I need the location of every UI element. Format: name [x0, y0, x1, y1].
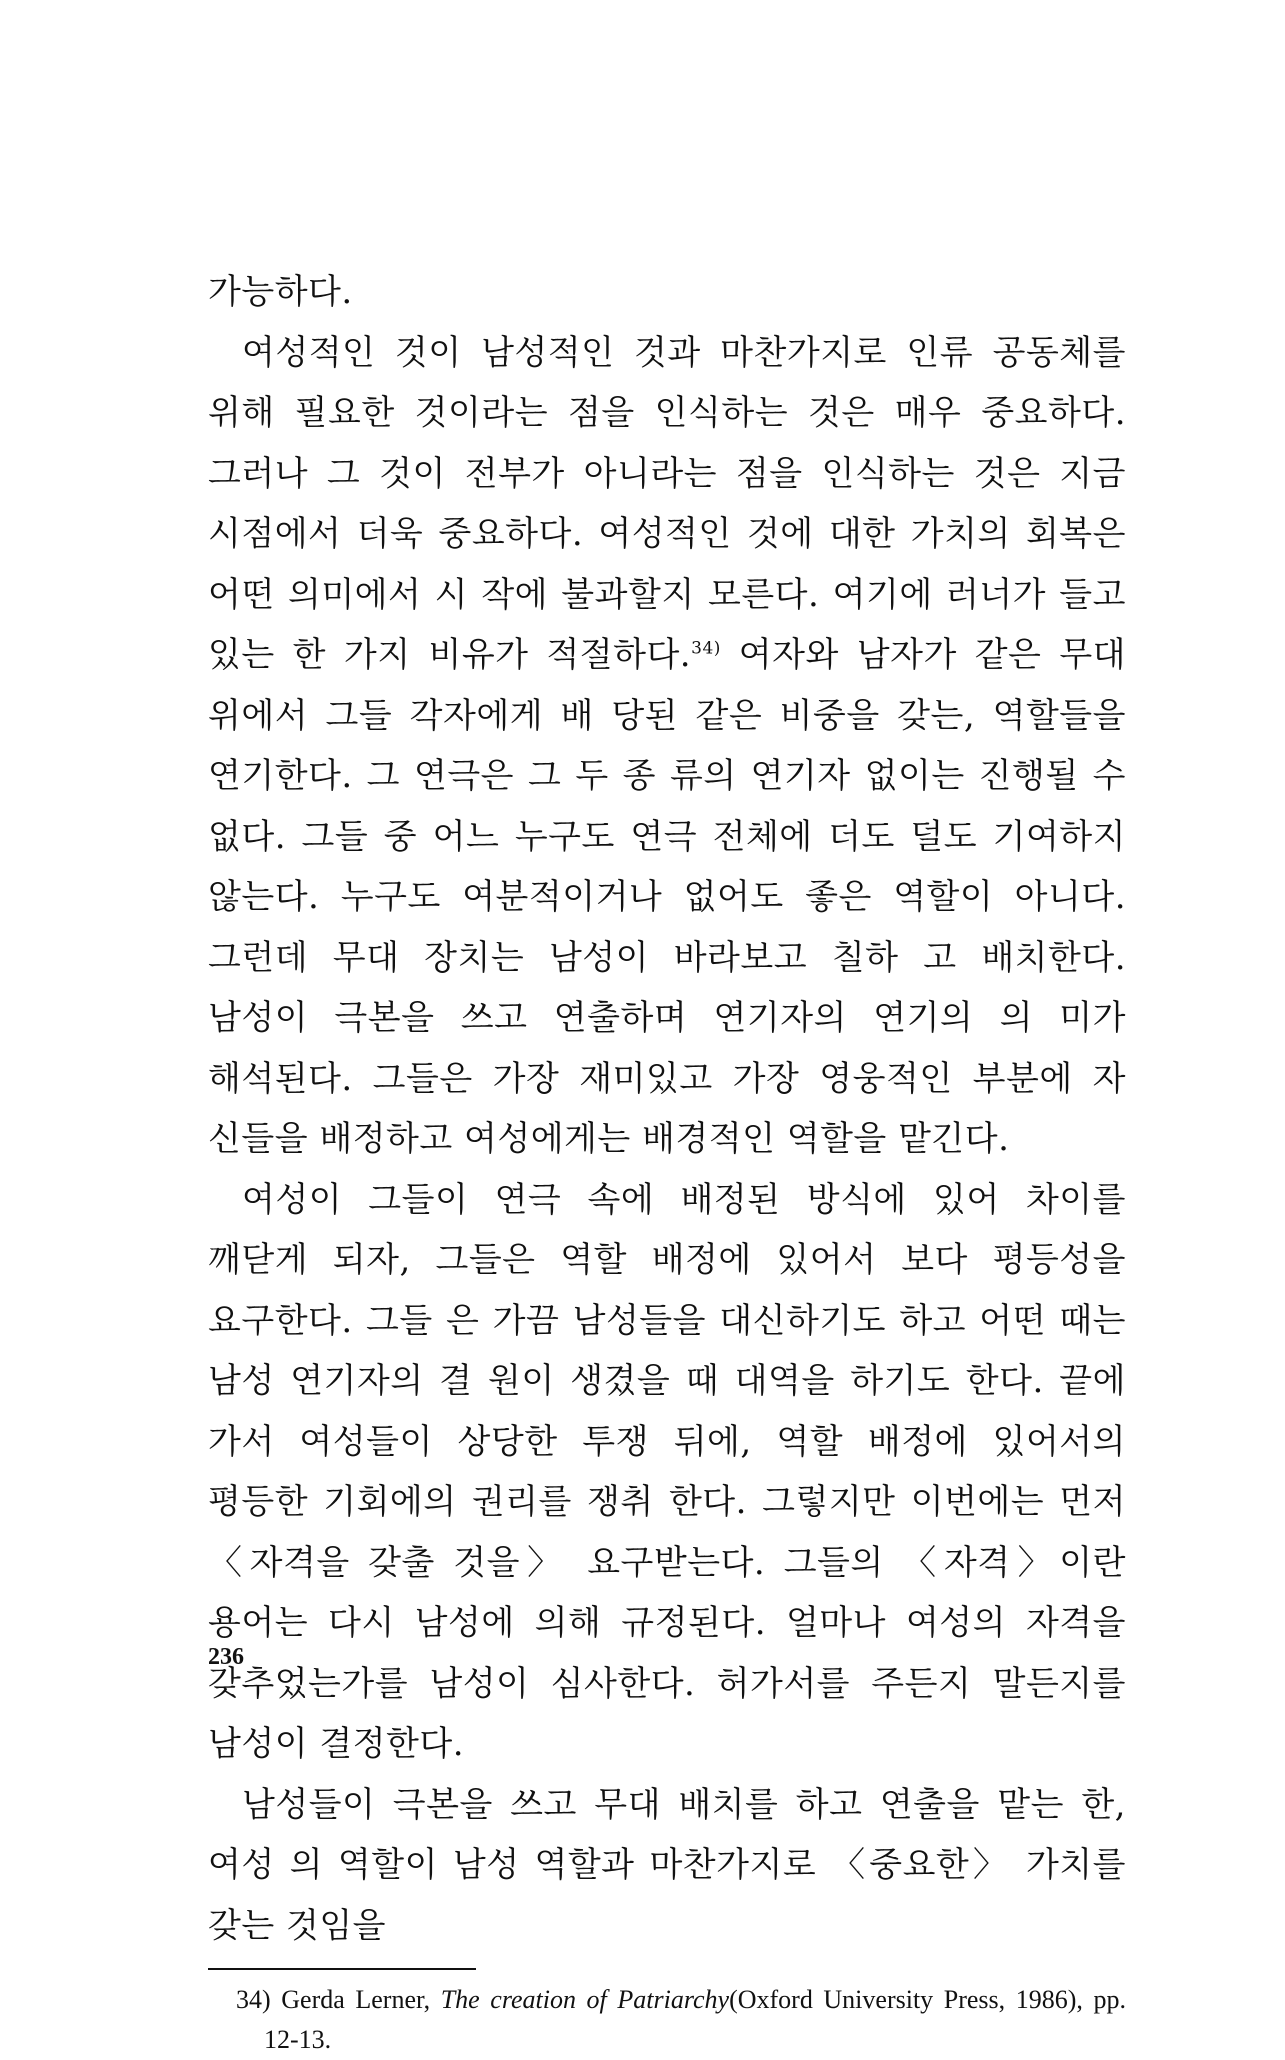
paragraph-1: 가능하다. [208, 272, 353, 312]
page-number: 236 [208, 1644, 244, 1670]
footnote-34 [236, 1980, 1126, 2060]
page-content [208, 262, 1126, 2060]
footnote-publisher: (Oxford University Press, 1986), pp. 12-13. [264, 1985, 1126, 2054]
paragraph-3: 여성이 그들이 연극 속에 배정된 방식에 있어 차이를 깨닫게 되자, 그들은 역할 배정에 있어서 보다 평등성을 요구한다. 그들 은 가끔 남성들을 대신하기도 하고 어떤 때는 남성 연기자의 결 원이 생겼을 때 대역을 하기도 한다. 끝에 가서 여성들이 상당한 투쟁 뒤에, 역할 배정에 있어서의 평등한 기회에의 권리를 쟁취 한다. 그렇지만 이번에는 먼저 〈자격을 갖출 것을〉 요구받는다. 그들의 〈자격〉이란 용어는 다시 남성에 의해 규정된다. 얼마나 여성의 자격을 갖추었는가를 남성이 심사한다. 허가서를 주든지 말든지를 남성이 결정한다. [208, 1179, 1126, 1764]
body-text [208, 262, 1126, 1956]
footnote-title: The creation of Patriarchy [440, 1985, 730, 2014]
paragraph-2 [208, 323, 1126, 1170]
paragraph-2-text-continued: 여자와 남자가 같은 무대 위에서 그들 각자에게 배 당된 같은 비중을 갖는, 역할들을 연기한다. 그 연극은 그 두 종 류의 연기자 없이는 진행될 수 없다. 그들 중 어느 누구도 연극 전체에 더도 덜도 기여하지 않는다. 누구도 여분적이거나 없어도 좋은 역할이 아니다. 그런데 무대 장치는 남성이 바라보고 칠하 고 배치한다. 남성이 극본을 쓰고 연출하며 연기자의 연기의 의 미가 해석된다. 그들은 가장 재미있고 가장 영웅적인 부분에 자 신들을 배정하고 여성에게는 배경적인 역할을 맡긴다. [208, 635, 1127, 1159]
footnote-author: Gerda Lerner, [281, 1985, 431, 2014]
footnote-reference: 34) [691, 638, 721, 659]
footnote-number: 34) [236, 1985, 271, 2014]
paragraph-2-text: 여성적인 것이 남성적인 것과 마찬가지로 인류 공동체를 위해 필요한 것이라는 점을 인식하는 것은 매우 중요하다. 그러나 그 것이 전부가 아니라는 점을 인식하는 것은 지금 시점에서 더욱 중요하다. 여성적인 것에 대한 가치의 회복은 어떤 의미에서 시 작에 불과할지 모른다. 여기에 러너가 들고 있는 한 가지 비유가 적절하다. [208, 332, 1126, 675]
footnote-divider [208, 1968, 476, 1970]
paragraph-4: 남성들이 극본을 쓰고 무대 배치를 하고 연출을 맡는 한, 여성 의 역할이 남성 역할과 마찬가지로 〈중요한〉 가치를 갖는 것임을 [208, 1784, 1126, 1946]
